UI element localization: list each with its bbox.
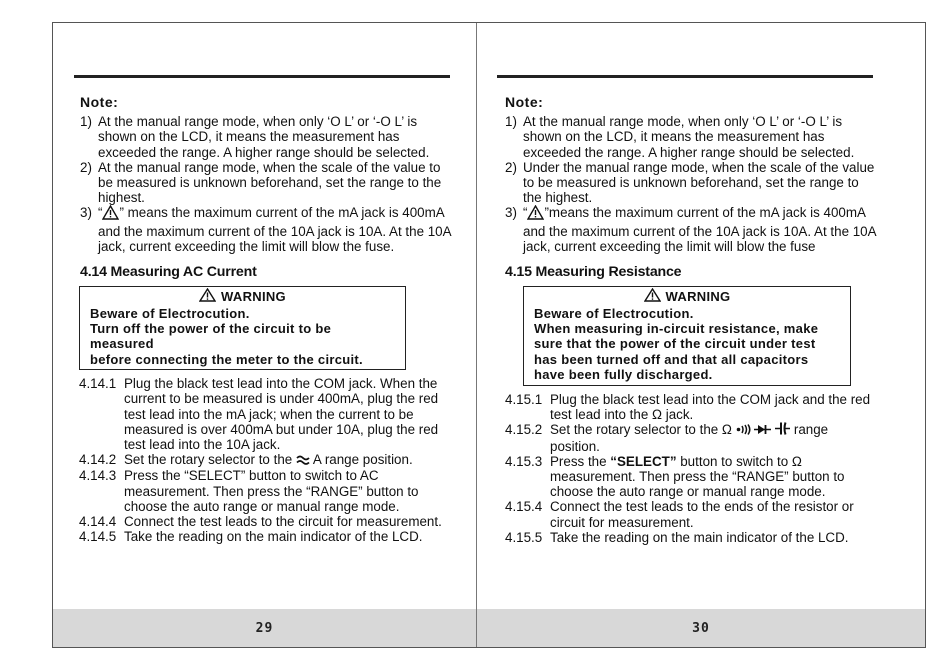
note-prefix: “ [523, 205, 528, 221]
note-text: At the manual range mode, when only ‘O L’ or ‘-O L’ is shown on the LCD, it means the measurement has exceeded the range. A higher range should be selected. [98, 114, 430, 160]
step-text: Connect the test leads to the circuit for measurement. [124, 513, 442, 529]
page-number: 30 [692, 620, 710, 636]
step-number: 4.15.2 [505, 422, 543, 438]
continuity-sound-icon [736, 423, 751, 438]
step-number: 4.15.1 [505, 391, 543, 407]
warning-line: before connecting the meter to the circuit. [90, 351, 363, 367]
note-number: 2) [505, 159, 517, 175]
step-text: Take the reading on the main indicator of the LCD. [550, 529, 849, 545]
step-text: Press the “SELECT” button to switch to AC measurement. Then press the “RANGE” button to choose the auto range or manual range mode. [124, 468, 419, 514]
note-item [505, 114, 877, 160]
caution-triangle-icon [199, 288, 216, 305]
step-item [79, 452, 455, 468]
step-number: 4.15.3 [505, 453, 543, 469]
step-text: Plug the black test lead into the COM jack and the red test lead into the Ω jack. [550, 391, 871, 422]
page-footer [477, 609, 925, 647]
step-text: A range position. [309, 452, 413, 468]
step-item [79, 376, 455, 452]
step-text: Connect the test leads to the ends of the resistor or circuit for measurement. [550, 499, 854, 530]
capacitor-icon [775, 422, 790, 438]
step-number: 4.14.4 [79, 513, 117, 529]
ac-wave-icon [296, 453, 310, 468]
warning-line: When measuring in-circuit resistance, make sure that the power of the circuit under test has been turned off and that all capacitors have been fully discharged. [534, 321, 819, 383]
note-heading: Note: [505, 94, 544, 110]
note-text: At the manual range mode, when the scale of the value to be measured is unknown beforehand, set the range to the highest. [98, 159, 442, 206]
page-content [80, 93, 452, 544]
caution-triangle-icon [644, 288, 661, 305]
note-text: ” means the maximum current of the mA jack is 400mA and the maximum current of the 10A jack is 10A. At the 10A jack, current exceeding the limit will blow the fuse. [98, 205, 451, 254]
section-title: 4.14 Measuring AC Current [80, 264, 257, 281]
note-number: 3) [80, 205, 92, 221]
step-text: range position. [550, 422, 829, 454]
page-number: 29 [255, 620, 274, 636]
step-text: Set the rotary selector to the [124, 452, 296, 468]
warning-line: Turn off the power of the circuit to be measured [90, 321, 332, 352]
warning-label: WARNING [221, 289, 286, 305]
step-item [505, 454, 881, 500]
note-heading: Note: [80, 94, 119, 110]
step-number: 4.14.1 [79, 376, 117, 392]
step-item [79, 514, 455, 529]
step-text: Take the reading on the main indicator of the LCD. [124, 529, 423, 545]
manual-spread [52, 22, 926, 648]
note-prefix: “ [98, 205, 103, 221]
note-item [80, 205, 452, 254]
step-list [505, 392, 881, 545]
step-list [79, 376, 455, 544]
note-number: 1) [505, 114, 517, 130]
note-text: Under the manual range mode, when the scale of the value to be measured is unknown beforehand, set the range to the highest. [523, 159, 875, 206]
step-text: Press the [550, 453, 611, 469]
step-number: 4.14.2 [79, 452, 117, 468]
warning-box [79, 286, 406, 370]
section-title: 4.15 Measuring Resistance [505, 264, 682, 281]
step-number: 4.15.4 [505, 499, 543, 515]
warning-label: WARNING [665, 289, 731, 305]
note-list [505, 114, 877, 254]
warning-box [523, 286, 851, 385]
header-rule [74, 75, 450, 78]
note-text: At the manual range mode, when only ‘O L’ or ‘-O L’ is shown on the LCD, it means the measurement has exceeded the range. A higher range should be selected. [523, 114, 855, 160]
step-text: Set the rotary selector to the Ω [550, 422, 736, 438]
warning-title [534, 288, 840, 305]
step-text: Plug the black test lead into the COM jack. When the current to be measured is under 400mA, plug the red test lead into the mA jack; when the current to be measured is over 400mA but under 10A, plug the red test lead into the 10A jack. [124, 376, 439, 453]
warning-title [90, 288, 395, 305]
note-item [80, 114, 452, 160]
step-number: 4.15.5 [505, 529, 543, 545]
page-content [505, 93, 877, 545]
step-item [79, 529, 455, 544]
note-list [80, 114, 452, 254]
note-item [505, 160, 877, 206]
note-number: 3) [505, 205, 517, 221]
page-29 [53, 23, 476, 647]
note-text: ”means the maximum current of the mA jack is 400mA and the maximum current of the 10A jack is 10A. At the 10A jack, current exceeding the limit will blow the fuse [523, 205, 876, 254]
note-number: 1) [80, 114, 92, 130]
step-number: 4.14.5 [79, 529, 117, 545]
warning-line: Beware of Electrocution. [534, 305, 694, 321]
step-text: button to switch to Ω measurement. Then press the “RANGE” button to choose the auto range or manual range mode. [550, 453, 845, 500]
step-item [505, 499, 881, 529]
diode-icon [754, 423, 771, 438]
step-item [505, 530, 881, 545]
caution-triangle-icon [527, 205, 544, 223]
note-item [505, 205, 877, 254]
note-number: 2) [80, 159, 92, 175]
step-item [79, 468, 455, 514]
warning-line: Beware of Electrocution. [90, 305, 250, 321]
step-item [505, 422, 881, 454]
page-footer [53, 609, 476, 647]
header-rule [497, 75, 873, 78]
page-30 [477, 23, 925, 647]
note-item [80, 160, 452, 206]
step-number: 4.14.3 [79, 468, 117, 484]
caution-triangle-icon [102, 205, 119, 223]
select-emphasis: “SELECT” [610, 453, 677, 469]
step-item [505, 392, 881, 422]
